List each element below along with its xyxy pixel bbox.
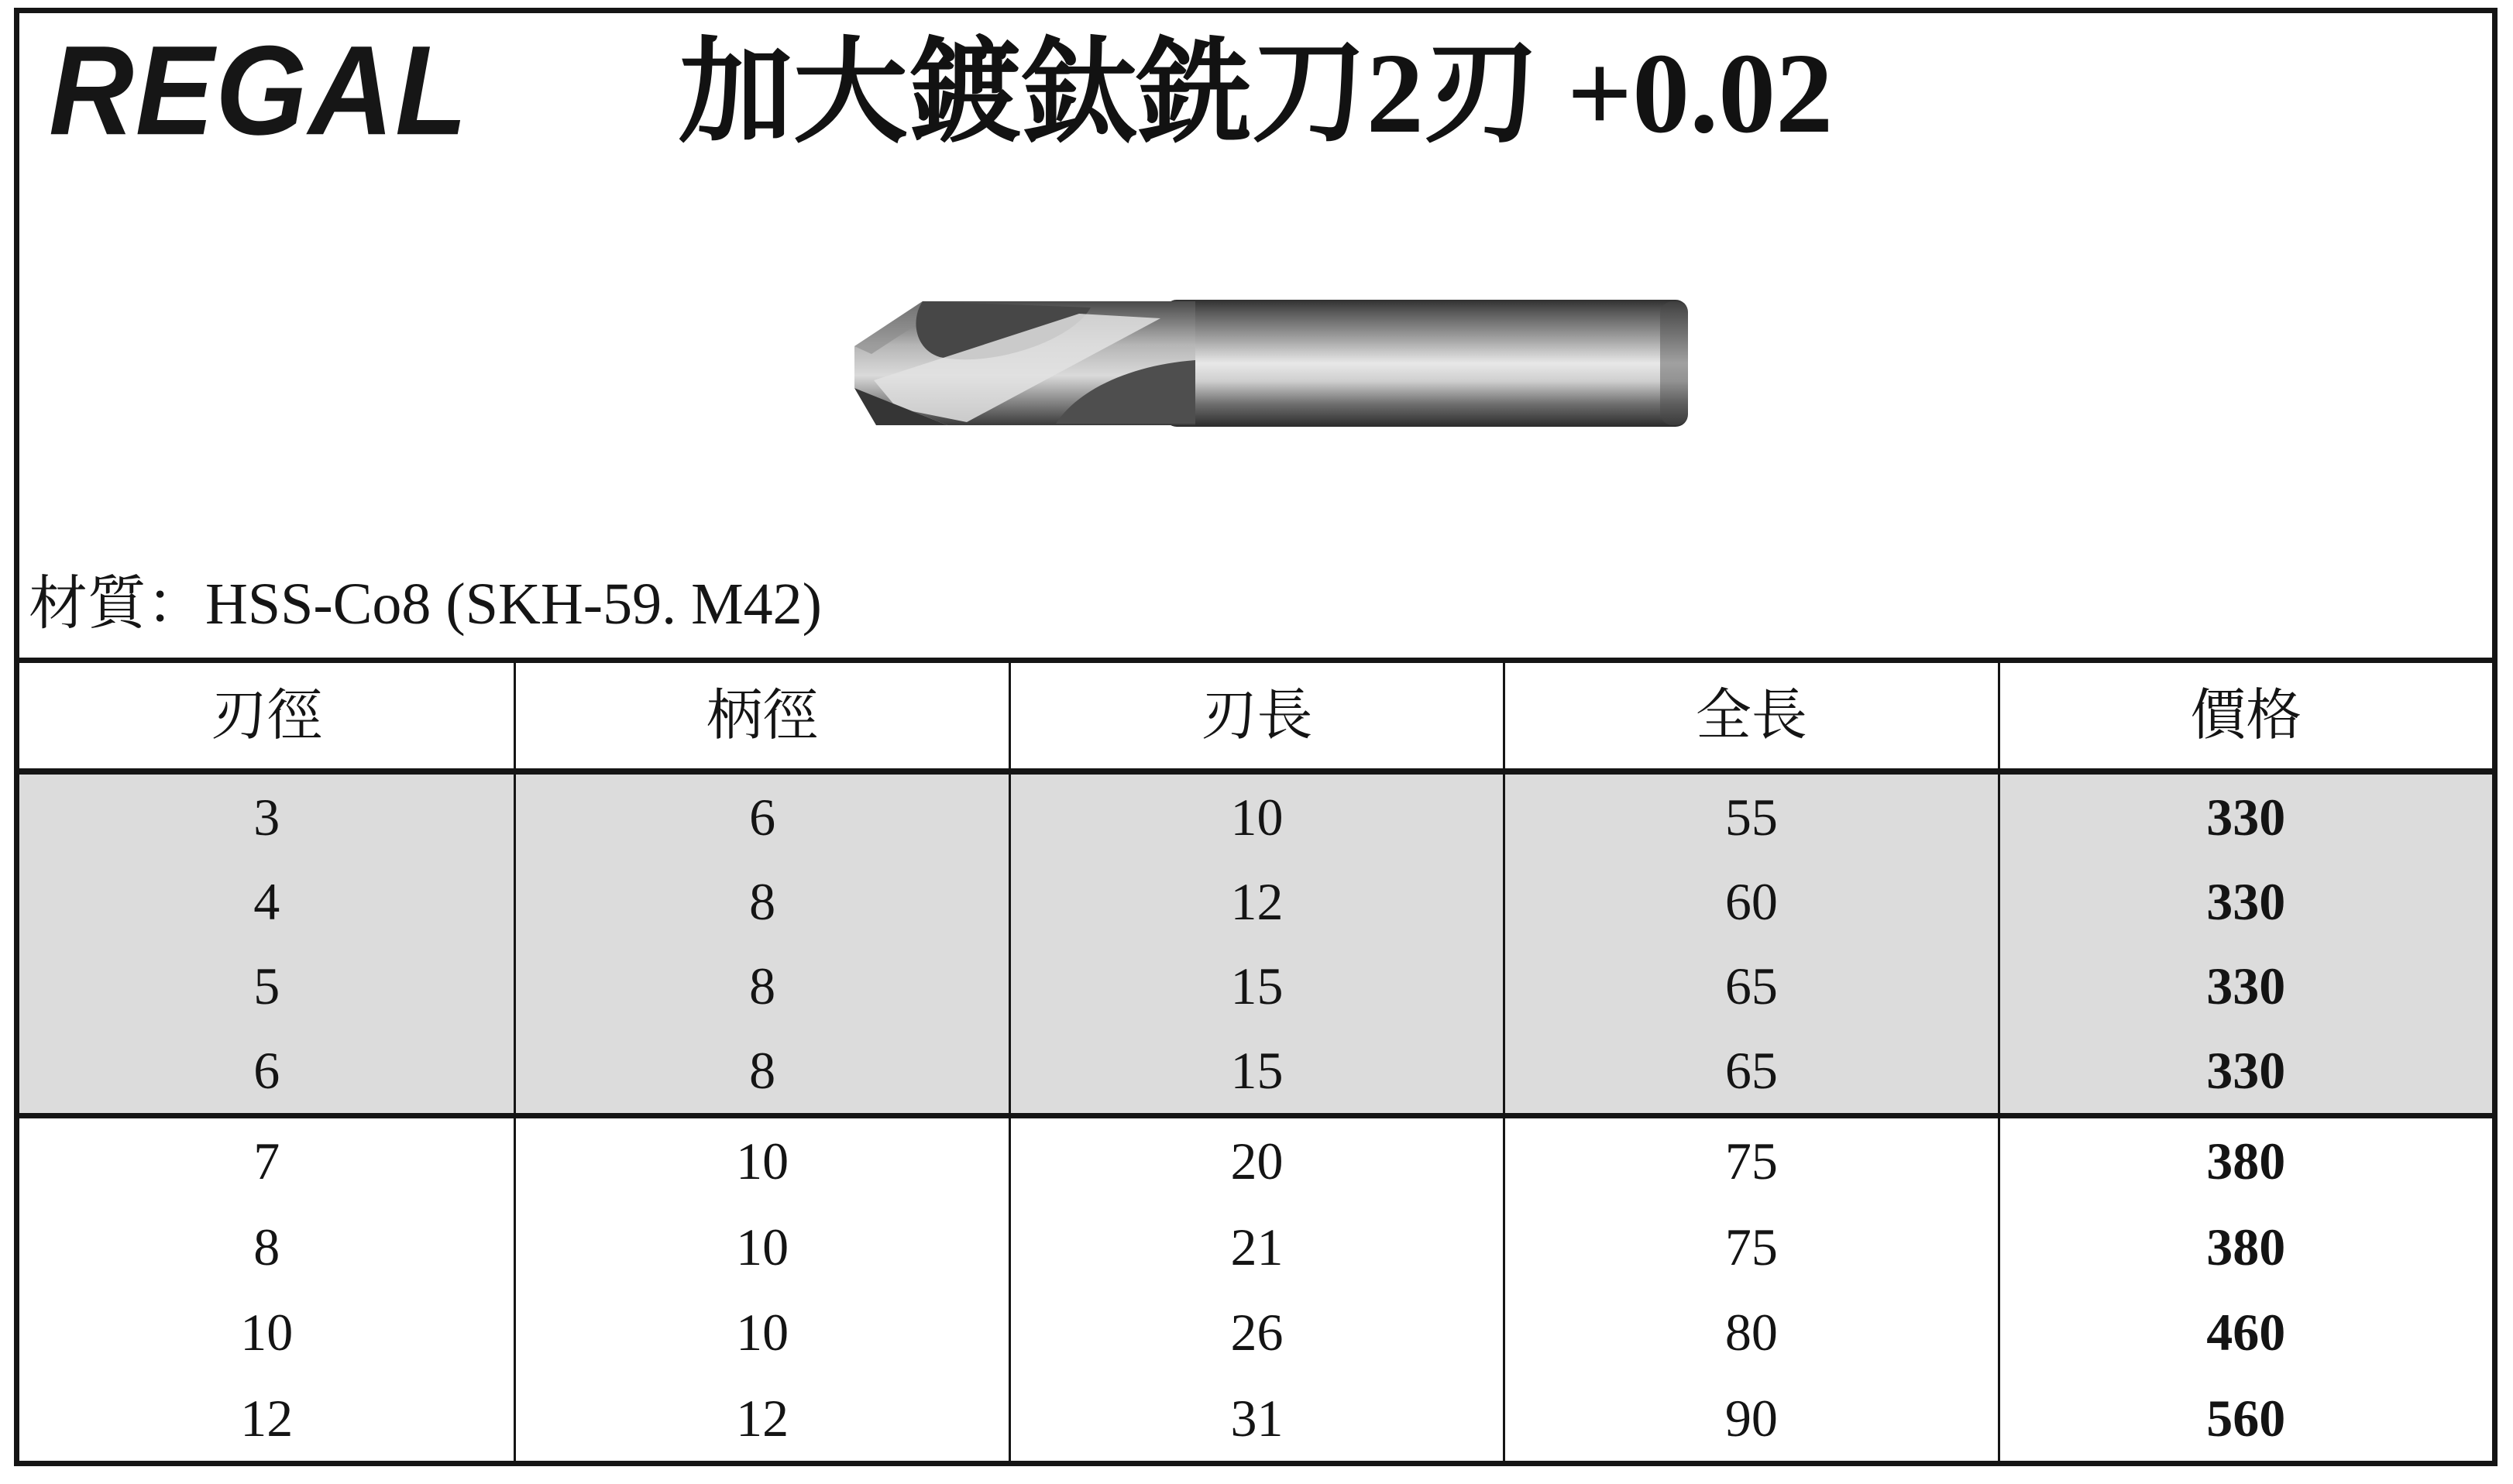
- table-cell: 4: [253, 871, 280, 931]
- brand-logo: REGAL: [49, 19, 469, 162]
- table-row: [19, 1376, 2492, 1462]
- table-cell-price: 380: [1998, 1204, 2492, 1290]
- table-cell: 31: [1009, 1376, 1503, 1462]
- table-cell: 10: [514, 1290, 1008, 1376]
- table-cell: 75: [1503, 1204, 1997, 1290]
- table-cell: 90: [1503, 1376, 1997, 1462]
- column-header-price: 價格: [1998, 663, 2492, 768]
- table-cell: 6: [253, 1041, 280, 1101]
- table-cell: 75: [1503, 1118, 1997, 1204]
- table-group-plain: [19, 1118, 2492, 1461]
- table-cell: 10: [514, 1118, 1008, 1204]
- table-cell: 26: [1009, 1290, 1503, 1376]
- page-title: 加大鍍鈦銑刀2刃 +0.02: [678, 30, 1834, 157]
- table-cell-price: 380: [1998, 1118, 2492, 1204]
- table-cell-price: 560: [1998, 1376, 2492, 1462]
- table-cell: 7: [253, 1132, 280, 1191]
- table-cell: 10: [1009, 775, 1503, 859]
- table-cell: 8: [514, 859, 1008, 943]
- column-header-shank-diameter: 柄徑: [514, 663, 1008, 768]
- table-cell-price: 330: [1998, 944, 2492, 1029]
- column-header-blade-diameter: 刃徑: [211, 685, 323, 747]
- table-group-shaded: [19, 775, 2492, 1118]
- table-cell: 15: [1009, 944, 1503, 1029]
- table-row: [19, 1118, 2492, 1204]
- table-cell-price: 330: [1998, 859, 2492, 943]
- table-cell: 8: [514, 944, 1008, 1029]
- table-row: [19, 1204, 2492, 1290]
- table-cell: 10: [514, 1204, 1008, 1290]
- table-cell: 15: [1009, 1029, 1503, 1113]
- column-header-overall-length: 全長: [1503, 663, 1997, 768]
- table-cell: 80: [1503, 1290, 1997, 1376]
- end-mill-photo: [831, 294, 1699, 433]
- table-cell: 6: [514, 775, 1008, 859]
- table-cell: 8: [253, 1217, 280, 1276]
- spec-table: [19, 658, 2492, 1461]
- table-cell: 12: [1009, 859, 1503, 943]
- table-cell-price: 330: [1998, 1029, 2492, 1113]
- table-cell-price: 460: [1998, 1290, 2492, 1376]
- table-cell: 65: [1503, 944, 1997, 1029]
- table-row: [19, 775, 2492, 859]
- table-row: [19, 944, 2492, 1029]
- table-cell: 10: [240, 1303, 294, 1362]
- table-cell: 5: [253, 957, 280, 1016]
- table-cell: 20: [1009, 1118, 1503, 1204]
- page-border-frame: [14, 8, 2498, 1466]
- table-row: [19, 1029, 2492, 1113]
- table-cell: 55: [1503, 775, 1997, 859]
- end-mill-photo-svg: [831, 294, 1699, 433]
- table-cell: 65: [1503, 1029, 1997, 1113]
- table-cell: 3: [253, 787, 280, 847]
- table-cell: 60: [1503, 859, 1997, 943]
- table-row: [19, 859, 2492, 943]
- table-cell: 12: [240, 1388, 294, 1448]
- table-cell-price: 330: [1998, 775, 2492, 859]
- table-header-row: [19, 663, 2492, 775]
- table-cell: 8: [514, 1029, 1008, 1113]
- table-row: [19, 1290, 2492, 1376]
- table-cell: 12: [514, 1376, 1008, 1462]
- table-cell: 21: [1009, 1204, 1503, 1290]
- column-header-flute-length: 刃長: [1009, 663, 1503, 768]
- material-note: 材質：HSS-Co8 (SKH-59. M42): [29, 572, 822, 637]
